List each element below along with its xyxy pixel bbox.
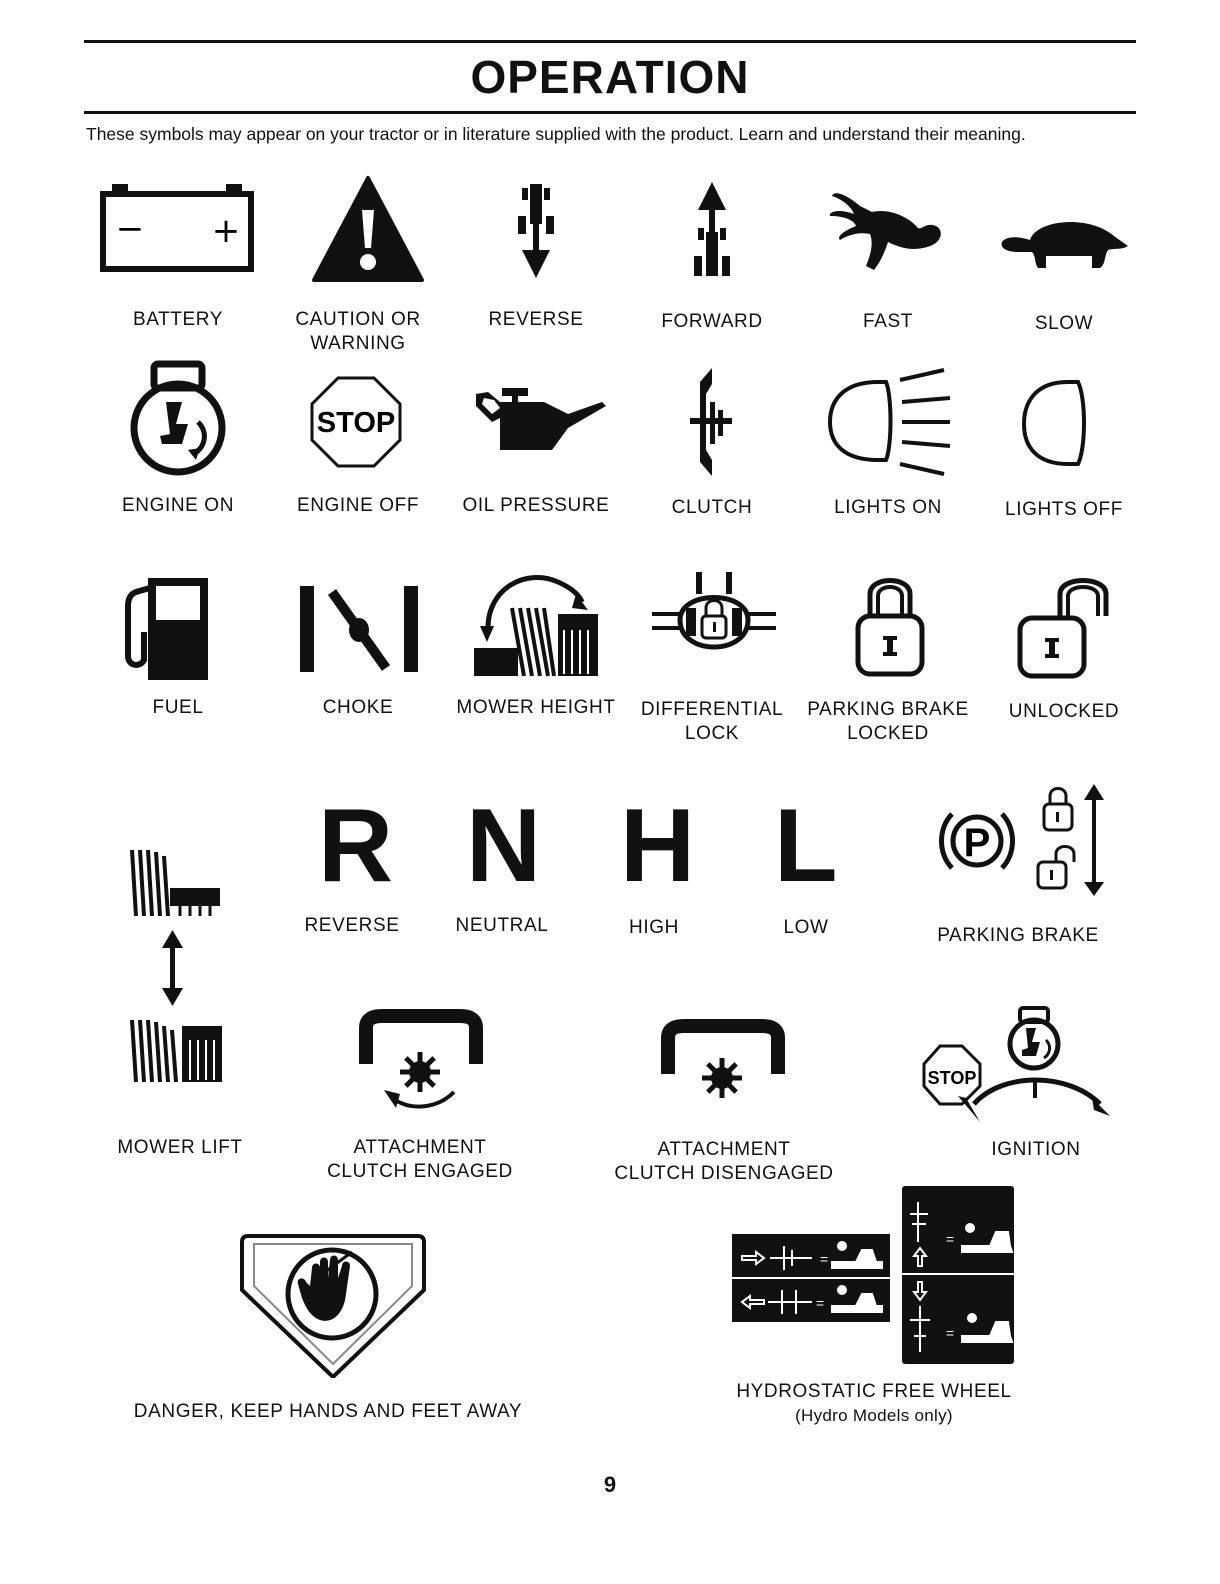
battery-icon [98, 184, 258, 274]
svg-text:STOP: STOP [316, 407, 396, 439]
rabbit-fast-icon [826, 186, 946, 276]
stop-sign-icon [310, 376, 402, 468]
gear-letter-n: N [466, 788, 542, 904]
engine-on-icon [126, 362, 230, 476]
label-gear-high: HIGH [629, 917, 679, 938]
label-oil-pressure: OIL PRESSURE [462, 495, 610, 516]
label-acd-line-2: CLUTCH DISENGAGED [614, 1163, 834, 1184]
label-mower-lift: MOWER LIFT [117, 1137, 243, 1158]
hydrostatic-free-wheel-decal-icon [732, 1186, 1016, 1366]
svg-text:−: − [115, 209, 145, 249]
label-attachment-engaged [300, 1136, 540, 1184]
lights-off-icon [1020, 378, 1094, 468]
svg-text:=: = [946, 1231, 955, 1247]
label-attachment-disengaged [604, 1138, 844, 1186]
label-hydro-line-1: HYDROSTATIC FREE WHEEL [736, 1381, 1012, 1402]
label-fuel: FUEL [152, 697, 204, 718]
label-choke: CHOKE [322, 697, 394, 718]
label-engine-off: ENGINE OFF [296, 495, 420, 516]
label-battery: BATTERY [132, 309, 224, 330]
top-rule [84, 40, 1136, 43]
caution-warning-icon [312, 176, 424, 284]
label-ignition: IGNITION [991, 1139, 1081, 1160]
unlocked-icon [1016, 572, 1116, 682]
lights-on-icon [826, 366, 954, 476]
danger-hand-decal-icon [240, 1232, 426, 1380]
label-gear-low: LOW [783, 917, 829, 938]
label-caution-line-2: WARNING [310, 333, 406, 354]
label-gear-neutral: NEUTRAL [455, 915, 549, 936]
svg-text:=: = [946, 1325, 955, 1341]
label-hydrostatic [712, 1380, 1036, 1428]
choke-icon [298, 584, 422, 674]
gear-letter-l: L [774, 788, 838, 904]
oil-can-icon [472, 382, 612, 458]
svg-text:+: + [211, 211, 241, 251]
label-gear-reverse: REVERSE [304, 915, 400, 936]
label-pbl-line-2: LOCKED [847, 723, 929, 744]
page-title: OPERATION [470, 51, 750, 103]
label-acd-line-1: ATTACHMENT [657, 1139, 791, 1160]
label-reverse: REVERSE [488, 309, 584, 330]
label-slow: SLOW [1034, 313, 1094, 334]
label-diff-line-2: LOCK [684, 723, 740, 744]
forward-arrow-icon [690, 180, 734, 280]
label-ace-line-1: ATTACHMENT [353, 1137, 487, 1158]
label-engine-on: ENGINE ON [121, 495, 235, 516]
label-forward: FORWARD [661, 311, 763, 332]
label-clutch: CLUTCH [671, 497, 753, 518]
svg-text:=: = [816, 1295, 825, 1311]
label-danger: DANGER, KEEP HANDS AND FEET AWAY [133, 1401, 523, 1422]
mower-lift-icon [128, 844, 228, 1088]
attachment-clutch-engaged-icon [358, 1012, 484, 1112]
svg-text:P: P [963, 821, 991, 865]
label-diff-line-1: DIFFERENTIAL [640, 699, 784, 720]
label-hydro-line-2: (Hydro Models only) [795, 1406, 953, 1425]
label-parking-brake: PARKING BRAKE [937, 925, 1099, 946]
label-pbl-line-1: PARKING BRAKE [807, 699, 969, 720]
label-unlocked: UNLOCKED [1008, 701, 1120, 722]
label-lights-on: LIGHTS ON [834, 497, 942, 518]
svg-text:=: = [820, 1251, 829, 1267]
label-ace-line-2: CLUTCH ENGAGED [327, 1161, 513, 1182]
title-rule [84, 111, 1136, 114]
mower-height-icon [472, 568, 602, 680]
label-fast: FAST [863, 311, 913, 332]
reverse-arrow-icon [514, 184, 558, 280]
page-number: 9 [603, 1472, 617, 1497]
intro-text: These symbols may appear on your tractor or in literature supplied with the product. Learn and understand their meaning. [86, 124, 1026, 144]
gear-letter-h: H [620, 788, 696, 904]
label-lights-off: LIGHTS OFF [1005, 499, 1123, 520]
ignition-icon [922, 1006, 1118, 1126]
clutch-icon [686, 366, 736, 478]
parking-brake-locked-icon [854, 570, 926, 682]
svg-text:STOP: STOP [927, 1068, 977, 1088]
turtle-slow-icon [996, 210, 1132, 276]
parking-brake-icon [934, 784, 1110, 896]
label-caution-line-1: CAUTION OR [295, 309, 421, 330]
attachment-clutch-disengaged-icon [660, 1022, 786, 1104]
fuel-pump-icon [120, 574, 214, 684]
differential-lock-icon [650, 570, 778, 682]
gear-letter-r: R [318, 788, 394, 904]
label-mower-height: MOWER HEIGHT [456, 697, 616, 718]
